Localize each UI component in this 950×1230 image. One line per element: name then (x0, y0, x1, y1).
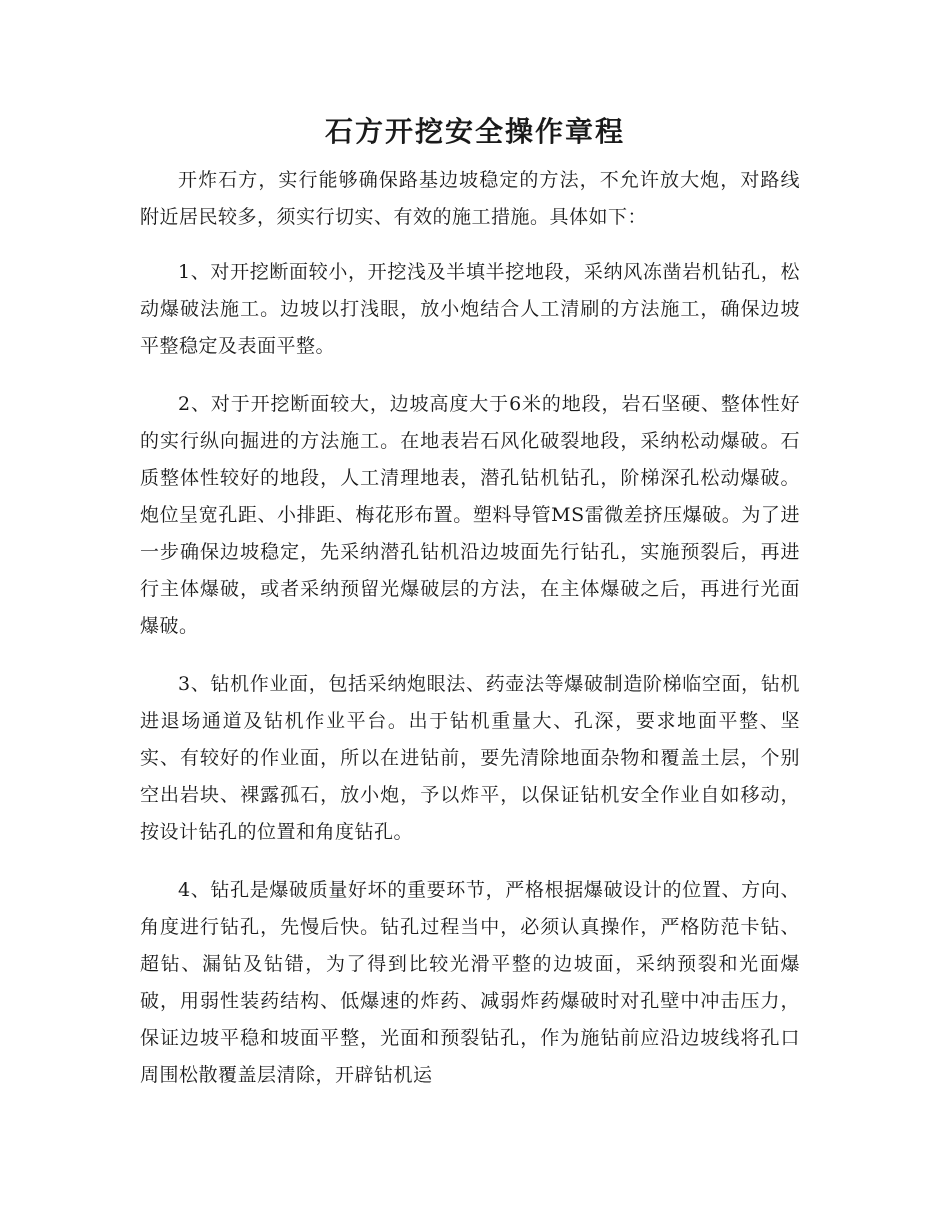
paragraph-item-2: 2、对于开挖断面较大，边坡高度大于6米的地段，岩石坚硬、整体性好的实行纵向掘进的方法施工。在地表岩石风化破裂地段，采纳松动爆破。石质整体性较好的地段，人工清理地表，潜孔钻机钻孔，阶梯深孔松动爆破。炮位呈宽孔距、小排距、梅花形布置。塑料导管MS雷微差挤压爆破。为了进一步确保边坡稳定，先采纳潜孔钻机沿边坡面先行钻孔，实施预裂后，再进行主体爆破，或者采纳预留光爆破层的方法，在主体爆破之后，再进行光面爆破。 (140, 393, 800, 637)
paragraph-item-1: 1、对开挖断面较小，开挖浅及半填半挖地段，采纳风冻凿岩机钻孔，松动爆破法施工。边坡以打浅眼，放小炮结合人工清刷的方法施工，确保边坡平整稳定及表面平整。 (140, 261, 800, 357)
document-body (140, 162, 800, 1115)
paragraph-item-4: 4、钻孔是爆破质量好坏的重要环节，严格根据爆破设计的位置、方向、角度进行钻孔，先慢后快。钻孔过程当中，必须认真操作，严格防范卡钻、超钻、漏钻及钻错，为了得到比较光滑平整的边坡面，采纳预裂和光面爆破，用弱性装药结构、低爆速的炸药、减弱炸药爆破时对孔壁中冲击压力，保证边坡平稳和坡面平整，光面和预裂钻孔，作为施钻前应沿边坡线将孔口周围松散覆盖层清除，开辟钻机运 (140, 879, 800, 1086)
paragraph-item-3: 3、钻机作业面，包括采纳炮眼法、药壶法等爆破制造阶梯临空面，钻机进退场通道及钻机作业平台。出于钻机重量大、孔深，要求地面平整、坚实、有较好的作业面，所以在进钻前，要先清除地面杂物和覆盖土层，个别空出岩块、裸露孤石，放小炮，予以炸平，以保证钻机安全作业自如移动，按设计钻孔的位置和角度钻孔。 (140, 673, 800, 843)
paragraph-intro: 开炸石方，实行能够确保路基边坡稳定的方法，不允许放大炮，对路线附近居民较多，须实行切实、有效的施工措施。具体如下： (140, 169, 800, 228)
document-title: 石方开挖安全操作章程 (324, 115, 625, 148)
